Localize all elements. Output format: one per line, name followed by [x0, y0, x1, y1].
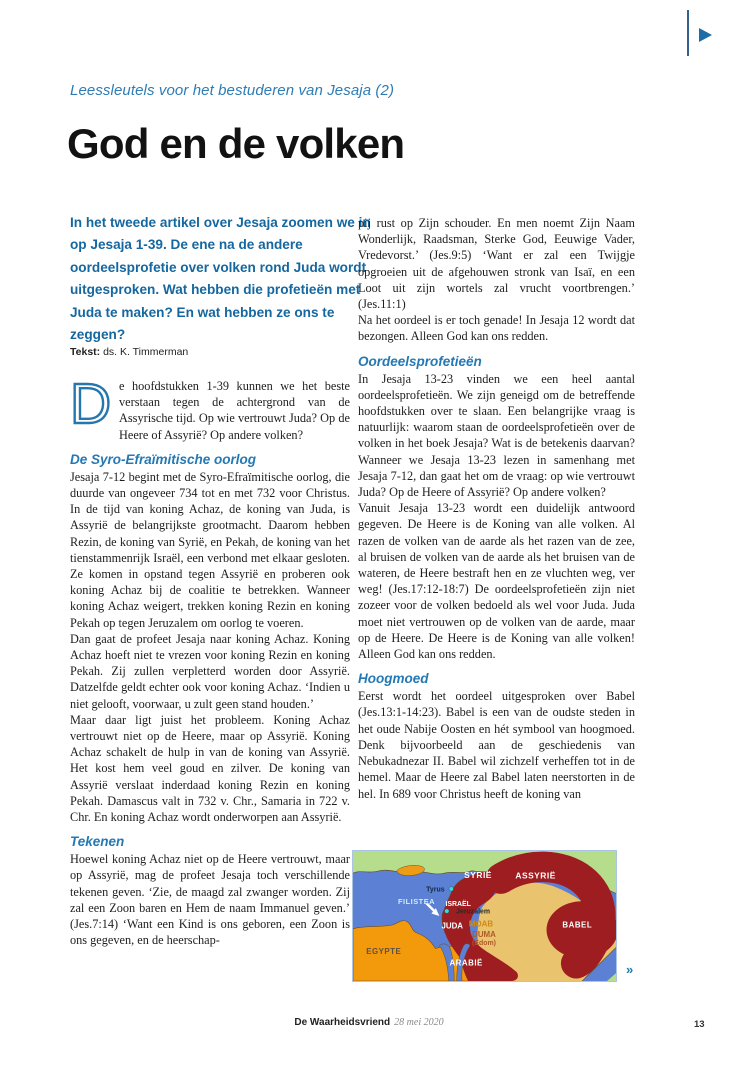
paragraph: Jesaja 7-12 begint met de Syro-Efraïmitische oorlog, die duurde van ongeveer 734 tot en met 732 voor Christus. In de tijd van koning Achaz, de koning van Juda, is Assyrië de belangrijkste grootmacht. Daarom hebben Rezin, de koning van Syrië, en Pekah, de koning van het tienstammenrijk Israël, een verbond met elkaar gesloten. Ze komen in opstand tegen Assyrië en proberen ook koning Achaz bij de coalitie te betrekken. Wanneer koning Achaz weigert, trekken koning Rezin en koning Pekah op tegen Jeruzalem om oorlog te voeren. [70, 469, 350, 630]
map-label-assyrie: ASSYRIË [515, 870, 556, 881]
article-kicker: Leessleutels voor het bestuderen van Jesaja (2) [70, 82, 395, 99]
map-label-egypte: EGYPTE [366, 946, 402, 956]
region-map [352, 850, 617, 982]
footer [0, 1017, 738, 1028]
footer-magazine-name: De Waarheidsvriend [294, 1017, 391, 1028]
page-number: 13 [694, 1019, 705, 1030]
paragraph: Vanuit Jesaja 13-23 wordt een duidelijk antwoord gegeven. De Heere is de Koning van alle volken. Al razen de volken van de aarde als het razen van de zee, al bruisen de volken van de aarde als het bruisen van de wateren, de Heere bestraft hen en ze vluchten weg, ver weg! (Jes.17:12-18:7) De oordeelsprofetieën zijn niet zozeer voor de volken bedoeld als wel voor Juda. Juda moet niet vertrouwen op de volken van de aarde, maar op de Heere. De Heere is de Koning van alle volken! Alleen God kan ons redden. [358, 501, 635, 662]
map-label-babel: BABEL [562, 920, 593, 930]
footer-date: 28 mei 2020 [394, 1017, 444, 1028]
map-label-syrie: SYRIË [464, 870, 492, 881]
map-label-edom: (Edom) [472, 940, 496, 948]
paragraph: Hoewel koning Achaz niet op de Heere vertrouwt, maar op Assyrië, mag de profeet Jesaja toch verschillende tekenen geven. ‘Zie, de maagd zal zwanger worden. Zij zal een Zoon baren en Hem de naam Immanuel geven.’ (Jes.7:14) ‘Want een Kind is ons geboren, een Zoon is ons gegeven, en de heerschap- [70, 852, 350, 948]
map-label-moab: MOAB [468, 919, 494, 929]
map-label-arabie: ARABIË [449, 958, 483, 968]
section-heading-hoogmoed: Hoogmoed [358, 671, 429, 687]
right-column [358, 215, 635, 802]
map-label-duma: DUMA [472, 930, 496, 940]
opening-paragraph [70, 372, 350, 443]
opening-text: e hoofdstukken 1-39 kunnen we het beste verstaan tegen de achtergrond van de Assyrische tijd. Op wie vertrouwt Juda? Op de Heere of Assyrië? Op andere volken? [119, 379, 350, 442]
paragraph: Maar daar ligt juist het probleem. Koning Achaz vertrouwt niet op de Heere, maar op Assyrië. Koning Achaz schakelt de hulp in van de koning van Assyrië. Het kost hem veel goud en zilver. De koning van Assyrië verslaat inderdaad koning Rezin en koning Pekah. Damascus valt in 732 v. Chr., Samaria in 722 v. Chr. En koning Achaz wordt onderworpen aan Assyrië. [70, 712, 350, 825]
paragraph: In Jesaja 13-23 vinden we een heel aantal oordeelsprofetieën. We zijn geneigd om de betreffende hoofdstukken over te slaan. Een belangrijke vraag is natuurlijk: waarom staan de oordeelsprofetieën over de volken in het boek Jesaja? Wat is de betekenis daarvan? Wanneer we Jesaja 13-23 lezen in samenhang met Jesaja 7-12, dan gaat het om de vraag: op wie vertrouwt Juda? Op de Heere of Assyrië? Op andere volken? [358, 371, 635, 500]
map-dot-jeruzalem [445, 909, 449, 913]
map-label-juda: JUDA [441, 921, 464, 931]
paragraph: Eerst wordt het oordeel uitgesproken over Babel (Jes.13:1-14:23). Babel is een van de oudste steden in het oude Nabije Oosten en hét symbool van hoogmoed. Denk bijvoorbeeld aan de geschiedenis van Nebukadnezar II. Babel wil zichzelf verheffen tot in de hemel. Maar de Heere zal Babel laten neerstorten in de hel. In 689 voor Christus heeft de koning van [358, 689, 635, 801]
map-dot-tyrus [449, 887, 453, 891]
byline-label: Tekst: [70, 346, 101, 358]
section-heading-tekenen: Tekenen [70, 834, 125, 850]
continuation-marker-icon: » [626, 962, 634, 977]
page-title: God en de volken [67, 120, 405, 167]
region-map-svg [353, 851, 616, 981]
section-heading-oordeelsprofetieen: Oordeelsprofetieën [358, 353, 482, 369]
article-intro: In het tweede artikel over Jesaja zoomen we in op Jesaja 1-39. De ene na de andere oordeelsprofetie over volken rond Juda wordt uitgesproken. Wat hebben die profetieën met Juda te maken? En wat hebben ze ons te zeggen? [70, 215, 371, 343]
paragraph: Na het oordeel is er toch genade! In Jesaja 12 wordt dat bezongen. Alleen God kan ons redden. [358, 313, 635, 344]
map-label-tyrus: Tyrus [426, 886, 445, 894]
byline [70, 346, 188, 358]
map-label-filistea: FILISTEA [398, 897, 436, 907]
paragraph: Dan gaat de profeet Jesaja naar koning Achaz. Koning Achaz hoeft niet te vrezen voor koning Rezin en koning Pekah. Zij zullen verpletterd worden door Assyrië. Datzelfde geldt echter ook voor koning Achaz. ‘Indien u niet gelooft, voorwaar, u zult geen stand houden.’ [70, 631, 350, 711]
drop-cap: D [70, 372, 112, 436]
left-column [70, 372, 350, 949]
page-corner-divider [687, 10, 689, 56]
map-label-israel: ISRAËL [445, 901, 471, 909]
section-heading-syro: De Syro-Efraïmitische oorlog [70, 451, 257, 467]
play-arrow-icon [699, 28, 712, 42]
map-label-jeruzalem: Jeruzalem [456, 908, 491, 916]
paragraph: pij rust op Zijn schouder. En men noemt Zijn Naam Wonderlijk, Raadsman, Sterke God, Eeuwige Vader, Vredevorst.’ (Jes.9:5) ‘Want er zal een Twijgje opgroeien uit de afgehouwen stronk van Isaï, en een Loot uit zijn wortels zal vrucht voortbrengen.’ (Jes.11:1) [358, 216, 635, 312]
byline-name: ds. K. Timmerman [103, 346, 189, 358]
